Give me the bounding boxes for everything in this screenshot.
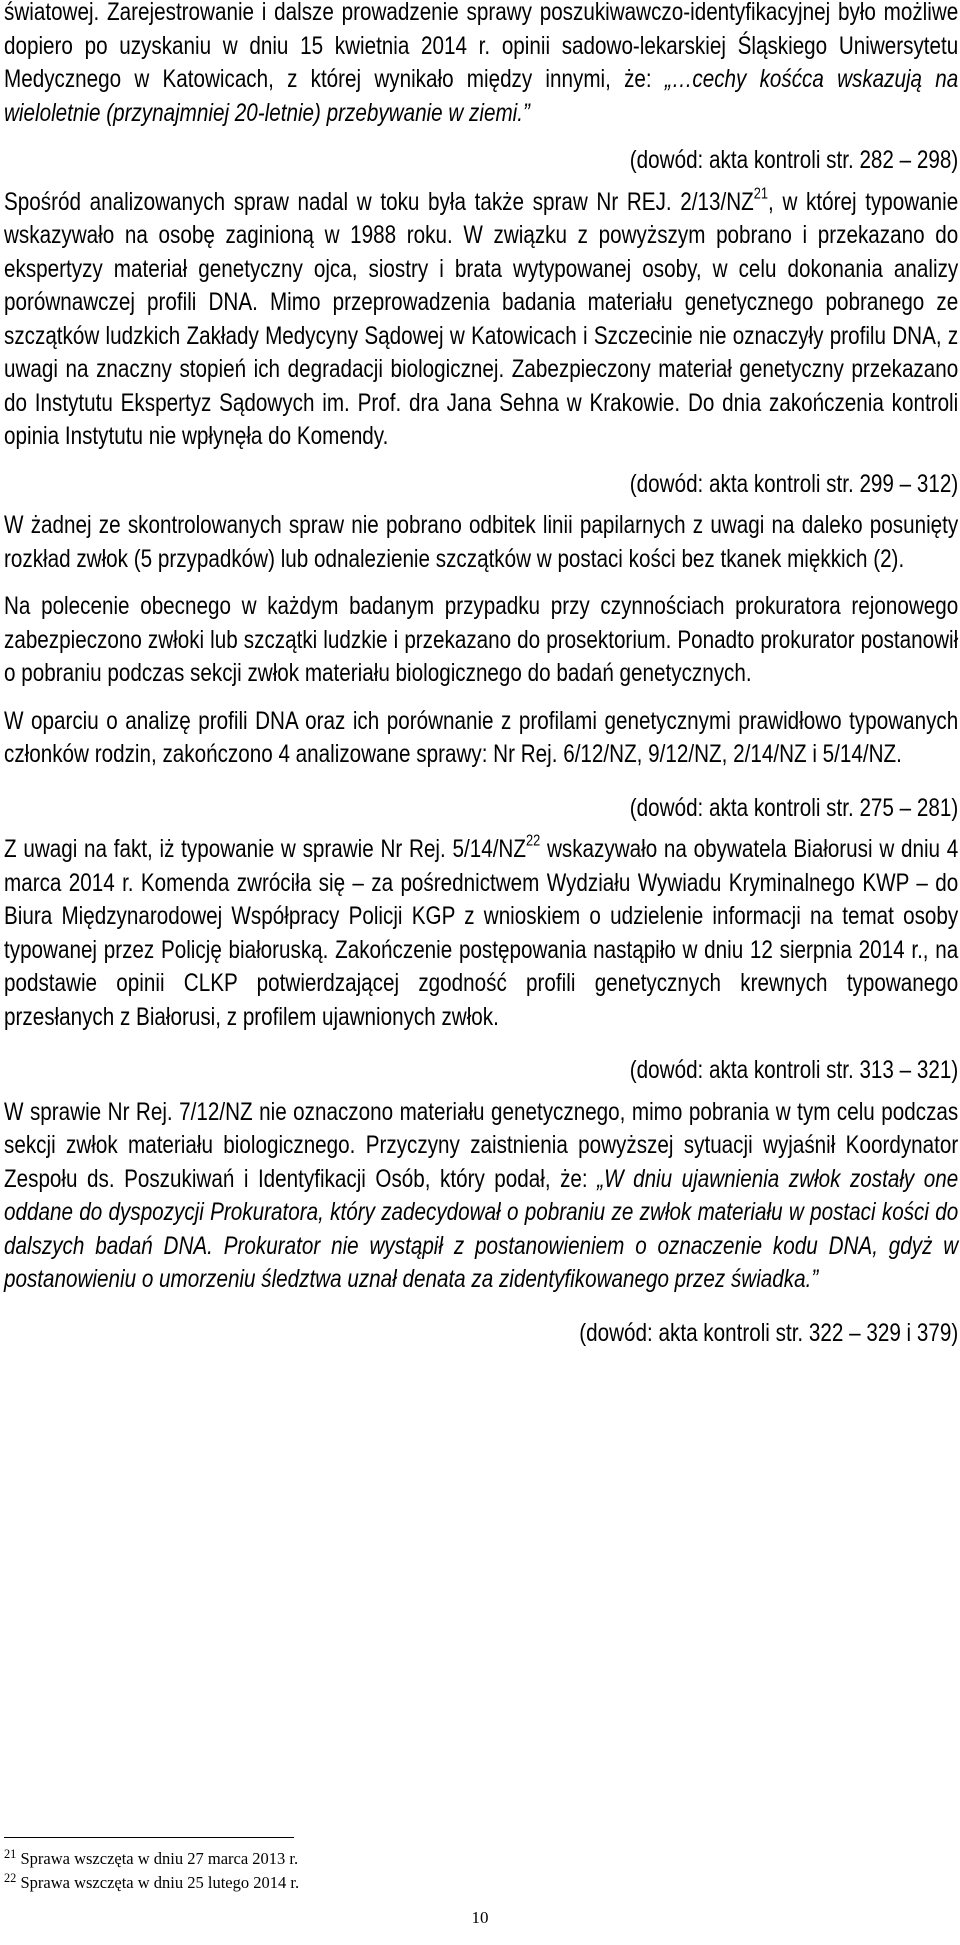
paragraph-dna-analysis: W oparciu o analizę profili DNA oraz ich porównanie z profilami genetycznymi prawidłowo typowanych członków rodzin, zakończono 4 analizowane sprawy: Nr Rej. 6/12/NZ, 9/12/NZ, 2/14/NZ i 5/14/NZ. xyxy=(4,707,959,768)
paragraph-fingerprints: W żadnej ze skontrolowanych spraw nie pobrano odbitek linii papilarnych z uwagi na daleko posunięty rozkład zwłok (5 przypadków) lub odnalezienie szczątków w postaci kości bez tkanek miękkich (2). xyxy=(4,512,959,573)
quote-text: „W dniu ujawnienia zwłok zostały one oddane do dyspozycji Prokuratora, który zadecydował o pobraniu ze zwłok materiału w postaci kości do dalszych badań DNA. Prokurator nie wystąpił z postanowieniem o oznaczenie kodu DNA, gdyż w postanowieniu o umorzeniu śledztwa uznał denata za zidentyfikowanego przez świadka.” xyxy=(4,1165,959,1293)
footnote-marker: 22 xyxy=(525,832,541,850)
paragraph-text: , w której typowanie wskazywało na osobę zaginioną w 1988 roku. W związku z powyższym pobrano i przekazano do ekspertyzy materiał genetyczny ojca, siostry i brata wytypowanej osoby, w celu dokonania analizy porównawczej profili DNA. Mimo przeprowadzenia badania materiału genetycznego pobranego ze szczątków ludzkich Zakłady Medycyny Sądowej w Katowicach i Szczecinie nie oznaczyły profilu DNA, z uwagi na znaczny stopień ich degradacji biologicznej. Zabezpieczony materiał genetyczny przekazano do Instytutu Ekspertyz Sądowych im. Prof. dra Jana Sehna w Krakowie. Do dnia zakończenia kontroli opinia Instytutu nie wpłynęła do Komendy. xyxy=(4,188,959,450)
footnote-number: 22 xyxy=(4,1870,17,1885)
page-number: 10 xyxy=(471,1908,489,1927)
evidence-reference: (dowód: akta kontroli str. 313 – 321) xyxy=(629,1057,959,1084)
evidence-reference: (dowód: akta kontroli str. 275 – 281) xyxy=(629,794,959,822)
paragraph-prosecutor-order: Na polecenie obecnego w każdym badanym przypadku przy czynnościach prokuratora rejonowego zabezpieczono zwłoki lub szczątki ludzkie i przekazano do prosektorium. Ponadto prokurator postanowił o pobraniu podczas sekcji zwłok materiału biologicznego do badań genetycznych. xyxy=(4,593,959,687)
footnote-marker: 21 xyxy=(753,185,769,203)
evidence-reference: (dowód: akta kontroli str. 322 – 329 i 379) xyxy=(579,1319,959,1347)
document-body xyxy=(4,0,958,1358)
evidence-reference: (dowód: akta kontroli str. 282 – 298) xyxy=(629,147,959,174)
footnote-divider xyxy=(4,1837,294,1838)
paragraph-belarus-case xyxy=(4,833,958,1034)
paragraph-text: światowej. Zarejestrowanie i dalsze prowadzenie sprawy poszukiwawczo-identyfikacyjnej było możliwe dopiero po uzyskaniu w dniu 15 kwietnia 2014 r. opinii sadowo-lekarskiej Śląskiego Uniwersytetu Medycznego w Katowicach, z której wynikało między innymi, że: xyxy=(4,0,959,93)
paragraph-text: wskazywało na obywatela Białorusi w dniu 4 marca 2014 r. Komenda zwróciła się – za pośrednictwem Wydziału Wywiadu Kryminalnego KWP – do Biura Międzynarodowej Współpracy Policji KGP z wnioskiem o udzielenie informacji na temat osoby typowanej przez Policję białoruską. Zakończenie postępowania nastąpiło w dniu 12 sierpnia 2014 r., na podstawie opinii CLKP potwierdzającej zgodność profili genetycznych krewnych typowanego przesłanych z Białorusi, z profilem ujawnionych zwłok. xyxy=(4,836,959,1031)
footnote-item xyxy=(4,1871,299,1895)
paragraph-case-2-13-nz xyxy=(4,186,958,454)
footnote-number: 21 xyxy=(4,1846,17,1861)
paragraph-text: Spośród analizowanych spraw nadal w toku była także spraw Nr REJ. 2/13/NZ xyxy=(4,188,754,216)
paragraph-text: W sprawie Nr Rej. 7/12/NZ nie oznaczono materiału genetycznego, mimo pobrania w tym celu podczas sekcji zwłok materiału biologicznego. Przyczyny zaistnienia powyższej sytuacji wyjaśnił Koordynator Zespołu ds. Poszukiwań i Identyfikacji Osób, który podał, że: xyxy=(4,1098,959,1193)
footnote-item xyxy=(4,1847,299,1871)
evidence-reference: (dowód: akta kontroli str. 299 – 312) xyxy=(629,470,959,498)
quote-text: „…cechy kośćca wskazują na wieloletnie (przynajmniej 20-letnie) przebywanie w ziemi.” xyxy=(4,66,959,127)
paragraph-text: Z uwagi na fakt, iż typowanie w sprawie Nr Rej. 5/14/NZ xyxy=(4,836,526,863)
footnote-text: Sprawa wszczęta w dniu 25 lutego 2014 r. xyxy=(20,1873,300,1892)
paragraph-case-7-12-nz xyxy=(4,1096,958,1297)
footnotes xyxy=(4,1847,299,1895)
paragraph-identification-opinion xyxy=(4,0,958,130)
footnote-text: Sprawa wszczęta w dniu 27 marca 2013 r. xyxy=(20,1849,299,1868)
